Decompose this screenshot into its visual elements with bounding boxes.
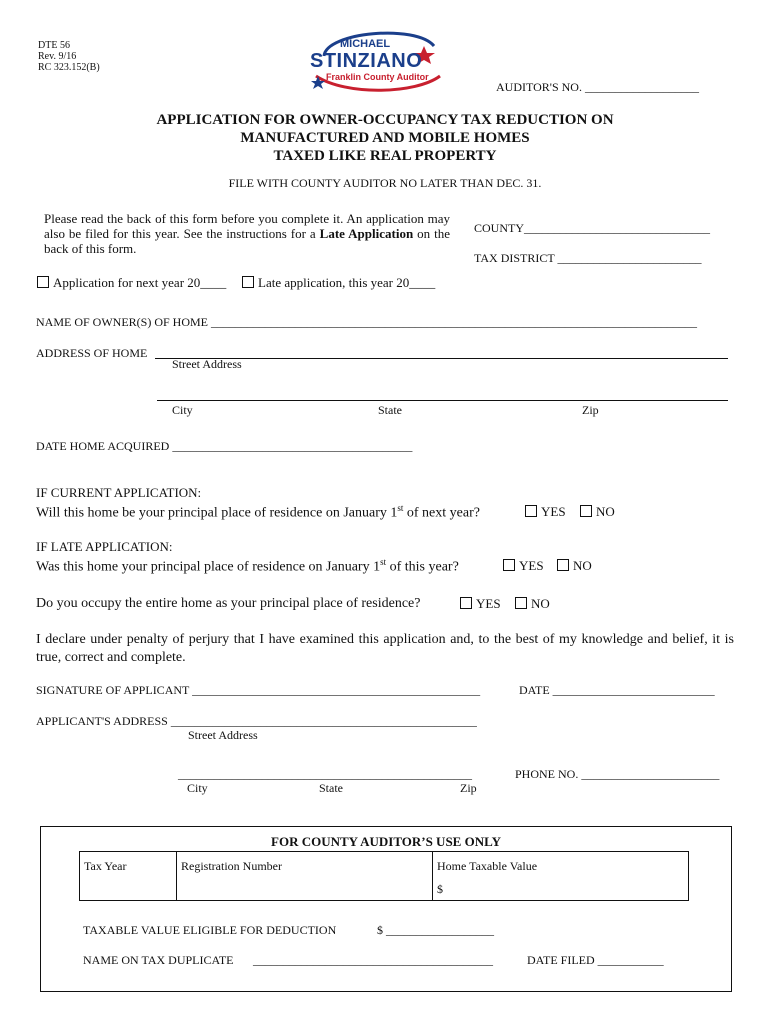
auditor-use-table <box>79 851 689 901</box>
late-no: NO <box>557 558 592 574</box>
owner-name-field[interactable]: NAME OF OWNER(S) OF HOME _________________________________________________________________________________ <box>36 315 698 329</box>
address-label: ADDRESS OF HOME <box>36 346 148 360</box>
option-late: Late application, this year 20____ <box>242 275 435 291</box>
address-zip-label: Zip <box>582 403 599 417</box>
current-no: NO <box>580 504 615 520</box>
current-app-heading: IF CURRENT APPLICATION: <box>36 485 202 500</box>
date-acquired-field[interactable]: DATE HOME ACQUIRED ________________________________________ <box>36 439 413 453</box>
eligible-label: TAXABLE VALUE ELIGIBLE FOR DEDUCTION <box>83 923 337 937</box>
current-app-question: Will this home be your principal place of residence on January 1st of next year? <box>36 503 480 521</box>
auditor-number: AUDITOR'S NO. ___________________ <box>496 80 699 94</box>
option-next-year: Application for next year 20____ <box>37 275 226 291</box>
auditor-logo <box>306 26 446 96</box>
applicant-zip-label: Zip <box>460 781 477 795</box>
county-field[interactable]: COUNTY_______________________________ <box>474 221 710 235</box>
applicant-address-field[interactable]: APPLICANT'S ADDRESS ___________________________________________________ <box>36 714 477 728</box>
applicant-city-line[interactable]: _________________________________________________ <box>178 767 472 781</box>
late-checkbox[interactable] <box>242 276 254 288</box>
tax-district-field[interactable]: TAX DISTRICT ________________________ <box>474 251 702 265</box>
address-street-label: Street Address <box>172 357 242 371</box>
applicant-street-label: Street Address <box>188 728 258 742</box>
form-revision: Rev. 9/16 <box>38 51 77 62</box>
current-yes: YES <box>525 504 566 520</box>
logo-name: STINZIANO <box>310 50 423 72</box>
col-tax-year: Tax Year <box>84 859 127 873</box>
late-no-checkbox[interactable] <box>557 559 569 571</box>
col-registration-number: Registration Number <box>181 859 282 873</box>
file-notice: FILE WITH COUNTY AUDITOR NO LATER THAN DEC. 31. <box>228 176 542 190</box>
late-yes: YES <box>503 558 544 574</box>
occupy-yes: YES <box>460 596 501 612</box>
logo-top: MICHAEL <box>340 38 391 50</box>
occupy-yes-checkbox[interactable] <box>460 597 472 609</box>
name-duplicate-label: NAME ON TAX DUPLICATE <box>83 953 234 967</box>
intro-paragraph: Please read the back of this form before you complete it. An application may also be filed for this year. See the instructions for a Late Application on the back of this form. <box>44 211 450 256</box>
late-app-question: Was this home your principal place of residence on January 1st of this year? <box>36 557 459 575</box>
applicant-city-label: City <box>187 781 208 795</box>
applicant-state-label: State <box>319 781 343 795</box>
next-year-checkbox[interactable] <box>37 276 49 288</box>
late-app-heading: IF LATE APPLICATION: <box>36 539 173 554</box>
signature-field[interactable]: SIGNATURE OF APPLICANT ________________________________________________ <box>36 683 481 697</box>
address-state-label: State <box>378 403 402 417</box>
address-city-line[interactable] <box>157 400 728 401</box>
col-home-taxable-value: Home Taxable Value <box>437 859 538 873</box>
form-title-line1: APPLICATION FOR OWNER-OCCUPANCY TAX REDUCTION ON <box>156 112 614 128</box>
address-city-label: City <box>172 403 193 417</box>
form-title-line3: TAXED LIKE REAL PROPERTY <box>273 148 497 164</box>
auditor-use-heading: FOR COUNTY AUDITOR’S USE ONLY <box>271 834 501 849</box>
auditor-use-box <box>40 826 732 992</box>
home-taxable-value-dollar: $ <box>437 882 443 896</box>
form-number: DTE 56 <box>38 40 70 51</box>
date-filed-field[interactable]: DATE FILED ___________ <box>527 953 664 967</box>
late-yes-checkbox[interactable] <box>503 559 515 571</box>
occupy-question: Do you occupy the entire home as your principal place of residence? <box>36 596 421 611</box>
declaration: I declare under penalty of perjury that I have examined this application and, to the best of my knowledge and belief, it is true, correct and complete. <box>36 632 734 665</box>
occupy-no: NO <box>515 596 550 612</box>
current-yes-checkbox[interactable] <box>525 505 537 517</box>
form-code: RC 323.152(B) <box>38 62 100 73</box>
logo-subtitle: Franklin County Auditor <box>326 72 429 82</box>
eligible-value-field[interactable]: $ __________________ <box>377 923 494 937</box>
occupy-no-checkbox[interactable] <box>515 597 527 609</box>
phone-field[interactable]: PHONE NO. _______________________ <box>515 767 720 781</box>
form-title-line2: MANUFACTURED AND MOBILE HOMES <box>240 130 530 146</box>
name-duplicate-field[interactable]: ________________________________________ <box>253 953 493 967</box>
form-meta <box>38 40 100 73</box>
current-no-checkbox[interactable] <box>580 505 592 517</box>
date-field[interactable]: DATE ___________________________ <box>519 683 715 697</box>
